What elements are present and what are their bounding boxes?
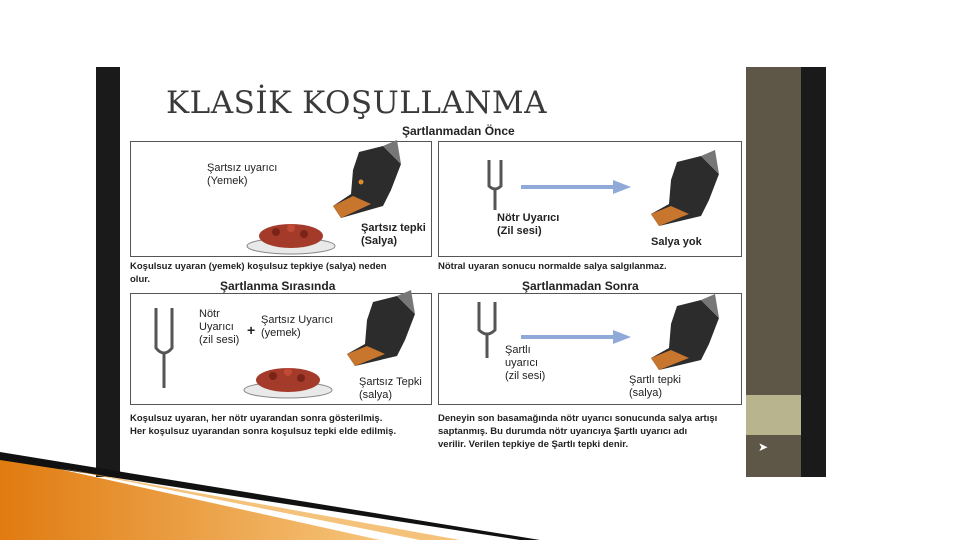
tuning-fork-icon	[151, 308, 177, 388]
panel-during-conditioning	[130, 293, 432, 405]
panel-neutral-before	[438, 141, 742, 257]
slide-title: KLASİK KOŞULLANMA	[166, 85, 548, 121]
caption-panel1: Koşulsuz uyaran (yemek) koşulsuz tepkiye (salya) neden olur.	[130, 261, 387, 285]
slide-corner-decoration	[0, 450, 960, 540]
caption-panel3: Koşulsuz uyaran, her nötr uyarandan sonra gösterilmiş. Her koşulsuz uyarandan sonra koşulsuz tepki elde edilmiş.	[130, 413, 397, 437]
food-bowl-icon	[246, 212, 336, 257]
panel3-neutral-label: Nötr Uyarıcı (zil sesi)	[199, 308, 240, 347]
dog-head-icon	[345, 294, 425, 370]
heading-after: Şartlanmadan Sonra	[522, 279, 639, 293]
panel4-response-label: Şartlı tepki (salya)	[629, 374, 681, 400]
panel1-stimulus-label: Şartsız uyarıcı (Yemek)	[207, 162, 278, 188]
tuning-fork-icon	[475, 302, 499, 358]
tuning-fork-icon	[485, 160, 505, 210]
food-bowl-icon	[243, 358, 333, 400]
heading-before: Şartlanmadan Önce	[402, 124, 515, 138]
embedded-video-frame	[96, 67, 826, 477]
panel3-plus-sign: +	[247, 322, 256, 338]
arrow-right-icon	[521, 178, 631, 196]
panel3-response-label: Şartsız Tepki (salya)	[359, 376, 422, 402]
panel2-stimulus-label: Nötr Uyarıcı (Zil sesi)	[497, 212, 560, 238]
video-side-panel	[746, 67, 801, 477]
panel-after-conditioning	[438, 293, 742, 405]
panel-unconditioned	[130, 141, 432, 257]
side-panel-band	[746, 395, 801, 435]
panel1-response-label: Şartsız tepki (Salya)	[361, 222, 426, 248]
heading-during: Şartlanma Sırasında	[220, 279, 336, 293]
panel3-stimulus-label: Şartsız Uyarıcı (yemek)	[261, 314, 334, 340]
mouse-cursor-icon: ➤	[758, 440, 769, 454]
caption-panel2: Nötral uyaran sonucu normalde salya salgılanmaz.	[438, 261, 667, 272]
slide-image	[120, 67, 746, 477]
caption-panel4: Deneyin son basamağında nötr uyarıcı sonucunda salya artışı saptanmış. Bu durumda nötr uyarıcıya Şartlı uyarıcı adı verilir. Verilen tepkiye de Şartlı tepki denir.	[438, 413, 718, 450]
dog-head-icon	[331, 146, 411, 220]
dog-head-icon	[649, 154, 725, 230]
dog-head-icon	[649, 298, 727, 374]
panel2-response-label: Salya yok	[651, 236, 702, 248]
panel4-stimulus-label: Şartlı uyarıcı (zil sesi)	[505, 344, 546, 383]
